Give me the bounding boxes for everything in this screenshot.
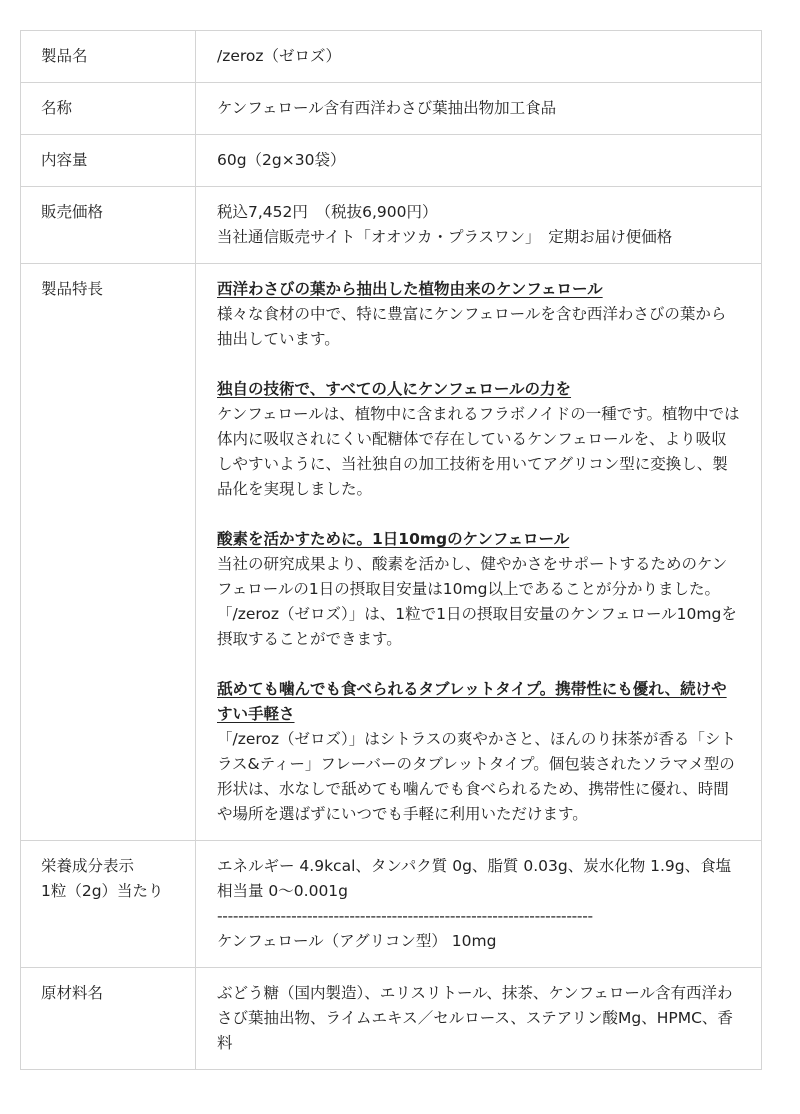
feature-body: 「/zeroz（ゼロズ）」はシトラスの爽やかさと、ほんのり抹茶が香る「シトラス&ティー」フレーバーのタブレットタイプ。個包装されたソラマメ型の形状は、水なしで舐めても噛んでも食べられるため、携帯性に優れ、時間や場所を選ばずにいつでも手軽に利用いただけます。 xyxy=(217,730,736,823)
table-row-product-name xyxy=(21,31,762,83)
price-value xyxy=(196,187,762,264)
feature-section xyxy=(217,677,741,827)
features-label: 製品特長 xyxy=(21,264,196,841)
feature-section xyxy=(217,377,741,502)
content-value: 60g（2g×30袋） xyxy=(196,135,762,187)
product-name-value: /zeroz（ゼロズ） xyxy=(196,31,762,83)
name-label: 名称 xyxy=(21,83,196,135)
feature-heading: 舐めても噛んでも食べられるタブレットタイプ。携帯性にも優れ、続けやすい手軽さ xyxy=(217,680,727,723)
kaempferol-amount: ケンフェロール（アグリコン型） 10mg xyxy=(217,932,497,950)
ingredients-label: 原材料名 xyxy=(21,968,196,1070)
product-name-label: 製品名 xyxy=(21,31,196,83)
feature-body: ケンフェロールは、植物中に含まれるフラボノイドの一種です。植物中では体内に吸収されにくい配糖体で存在しているケンフェロールを、より吸収しやすいように、当社独自の加工技術を用いてアグリコン型に変換し、製品化を実現しました。 xyxy=(217,405,740,498)
table-row-price xyxy=(21,187,762,264)
feature-body: 様々な食材の中で、特に豊富にケンフェロールを含む西洋わさびの葉から抽出しています。 xyxy=(217,305,727,348)
table-row-name xyxy=(21,83,762,135)
feature-body: 当社の研究成果より、酸素を活かし、健やかさをサポートするためのケンフェロールの1日の摂取目安量は10mg以上であることが分かりました。「/zeroz（ゼロズ）」は、1粒で1日の摂取目安量のケンフェロール10mgを摂取することができます。 xyxy=(217,555,737,648)
price-note: 当社通信販売サイト「オオツカ・プラスワン」 定期お届け便価格 xyxy=(217,228,673,246)
table-row-nutrition xyxy=(21,841,762,968)
name-value: ケンフェロール含有西洋わさび葉抽出物加工食品 xyxy=(196,83,762,135)
nutrition-label-title: 栄養成分表示 xyxy=(41,857,135,875)
nutrition-facts: エネルギー 4.9kcal、タンパク質 0g、脂質 0.03g、炭水化物 1.9g、食塩相当量 0〜0.001g xyxy=(217,857,732,900)
features-value xyxy=(196,264,762,841)
feature-section xyxy=(217,277,741,352)
table-row-ingredients xyxy=(21,968,762,1070)
feature-heading: 酸素を活かすために。1日10mgのケンフェロール xyxy=(217,530,570,548)
feature-section xyxy=(217,527,741,652)
nutrition-separator: ----------------------------------------------------------------------- xyxy=(217,907,593,925)
table-row-content xyxy=(21,135,762,187)
nutrition-label-serving: 1粒（2g）当たり xyxy=(41,882,164,900)
feature-heading: 独自の技術で、すべての人にケンフェロールの力を xyxy=(217,380,572,398)
nutrition-value xyxy=(196,841,762,968)
table-row-features xyxy=(21,264,762,841)
price-label: 販売価格 xyxy=(21,187,196,264)
product-spec-table xyxy=(20,30,762,1070)
content-label: 内容量 xyxy=(21,135,196,187)
ingredients-value: ぶどう糖（国内製造）、エリスリトール、抹茶、ケンフェロール含有西洋わさび葉抽出物、ライムエキス／セルロース、ステアリン酸Mg、HPMC、香料 xyxy=(196,968,762,1070)
feature-heading: 西洋わさびの葉から抽出した植物由来のケンフェロール xyxy=(217,280,603,298)
nutrition-label xyxy=(21,841,196,968)
price-amount: 税込7,452円 （税抜6,900円） xyxy=(217,203,438,221)
